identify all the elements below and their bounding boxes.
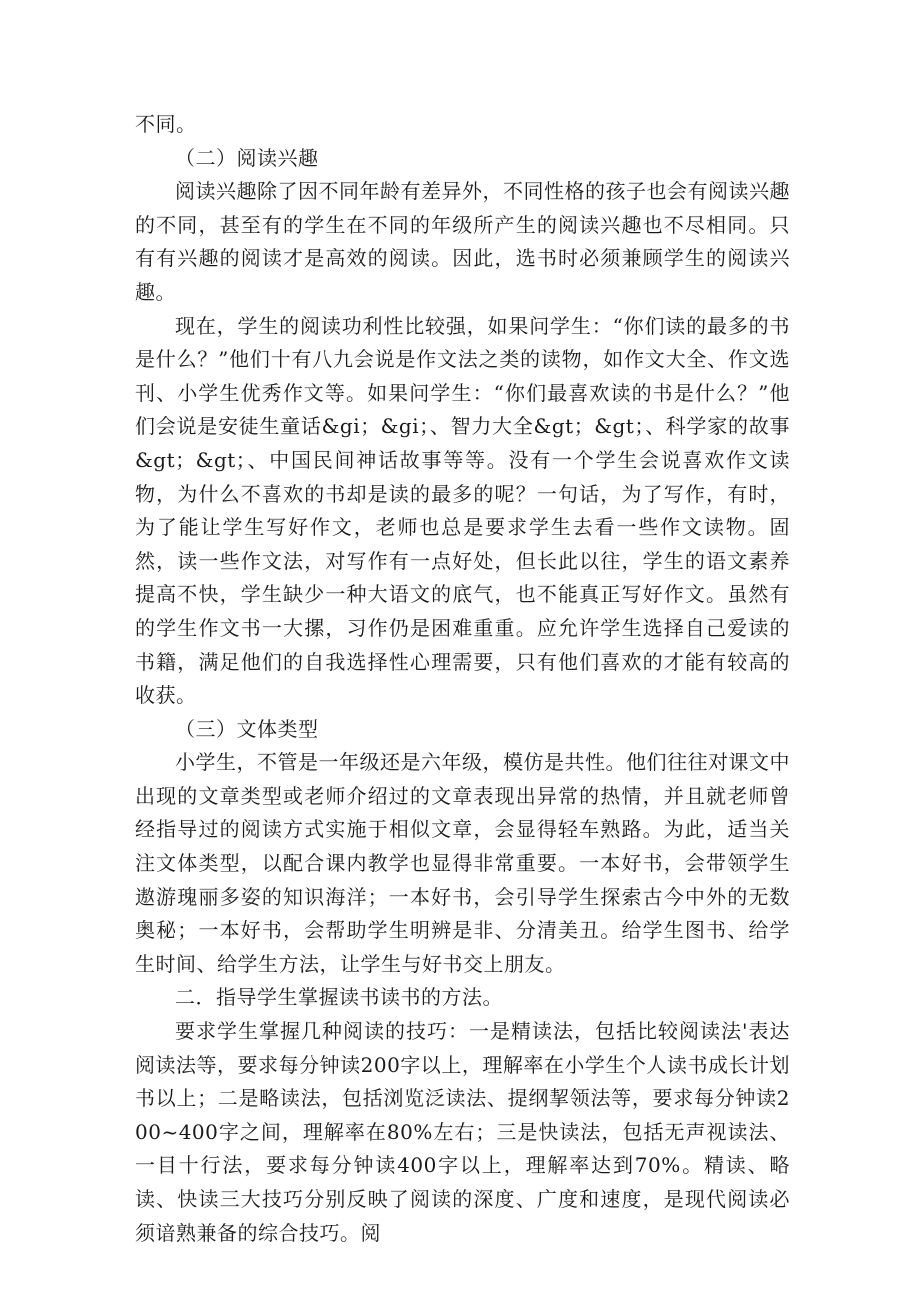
section-heading-reading-interest: （二）阅读兴趣	[175, 145, 319, 170]
paragraph-utilitarian-reading: 现在，学生的阅读功利性比较强，如果问学生：“你们读的最多的书是什么？”他们十有八九会说是作文法之类的读物，如作文大全、作文选刊、小学生优秀作文等。如果问学生：“你们最喜欢读的书是什么？”他们会说是安徒生童话&gi；&gi；、智力大全&gt；&gt；、科学家的故事&gt；&gt；、中国民间神话故事等等。没有一个学生会说喜欢作文读物，为什么不喜欢的书却是读的最多的呢？一句话，为了写作，有时，为了能让学生写好作文，老师也总是要求学生去看一些作文读物。固然，读一些作文法，对写作有一点好处，但长此以往，学生的语文素养提高不快，学生缺少一种大语文的底气，也不能真正写好作文。虽然有的学生作文书一大摞，习作仍是困难重重。应允许学生选择自己爱读的书籍，满足他们的自我选择性心理需要，只有他们喜欢的才能有较高的收获。	[135, 313, 790, 708]
paragraph-reading-interest: 阅读兴趣除了因不同年龄有差异外，不同性格的孩子也会有阅读兴趣的不同，甚至有的学生在不同的年级所产生的阅读兴趣也不尽相同。只有有兴趣的阅读才是高效的阅读。因此，选书时必须兼顾学生的阅读兴趣。	[135, 179, 790, 304]
section-heading-genre-types: （三）文体类型	[175, 716, 319, 741]
section-heading-reading-methods: 二．指导学生掌握读书读书的方法。	[175, 985, 503, 1010]
document-body	[135, 108, 790, 1250]
paragraph-reading-techniques: 要求学生掌握几种阅读的技巧：一是精读法，包括比较阅读法'表达阅读法等，要求每分钟读200字以上，理解率在小学生个人读书成长计划书以上；二是略读法，包括浏览泛读法、提纲挈领法等，要求每分钟读200~400字之间，理解率在80%左右；三是快读法，包括无声视读法、一目十行法，要求每分钟读400字以上，理解率达到70%。精读、略读、快读三大技巧分别反映了阅读的深度、广度和速度，是现代阅读必须谙熟兼备的综合技巧。阅	[135, 1019, 790, 1245]
paragraph-genre-types: 小学生，不管是一年级还是六年级，模仿是共性。他们往往对课文中出现的文章类型或老师介绍过的文章表现出异常的热情，并且就老师曾经指导过的阅读方式实施于相似文章，会显得轻车熟路。为此，适当关注文体类型，以配合课内教学也显得非常重要。一本好书，会带领学生遨游瑰丽多姿的知识海洋；一本好书，会引导学生探索古今中外的无数奥秘；一本好书，会帮助学生明辨是非、分清美丑。给学生图书、给学生时间、给学生方法，让学生与好书交上朋友。	[135, 750, 790, 976]
paragraph-continuation: 不同。	[135, 112, 197, 136]
